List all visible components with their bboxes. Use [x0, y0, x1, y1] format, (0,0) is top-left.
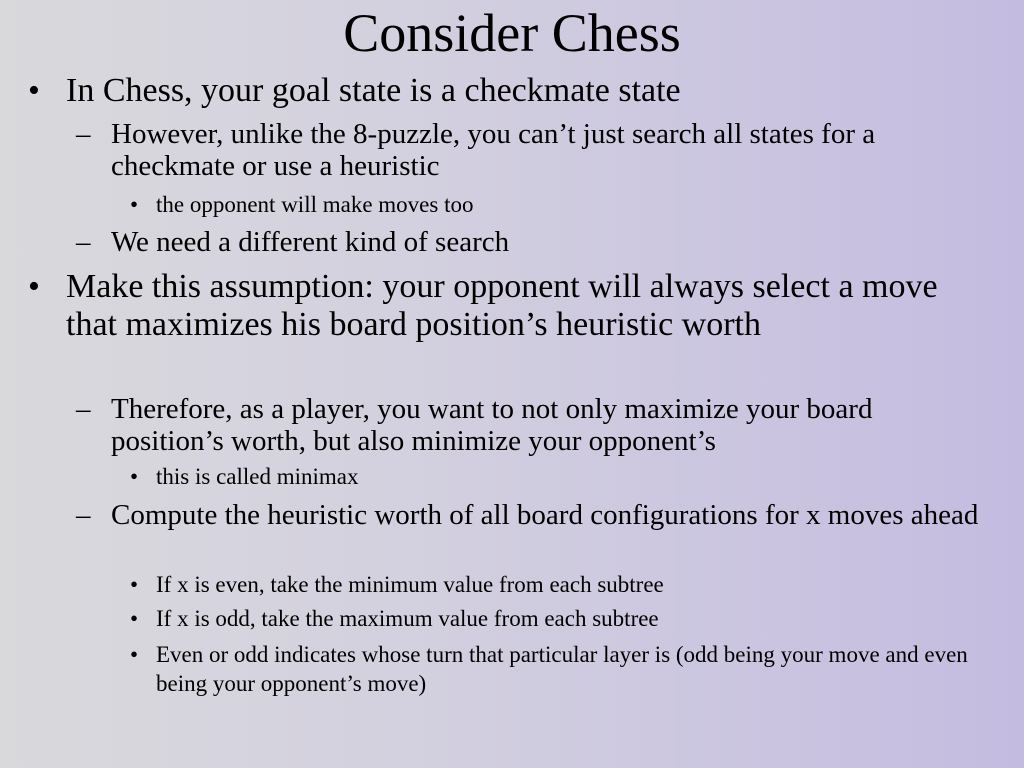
bullet-text: Therefore, as a player, you want to not only maximize your board position’s worth, but also minimize your opponent’s	[111, 393, 873, 457]
bullet-text: Even or odd indicates whose turn that particular layer is (odd being your move and even being your opponent’s move)	[156, 642, 968, 696]
bullet-item-10	[130, 604, 1006, 633]
bullet-marker: •	[130, 606, 139, 631]
bullet-marker: •	[130, 464, 139, 489]
bullet-item-8	[76, 499, 991, 531]
bullet-item-5	[28, 268, 996, 344]
bullet-marker: •	[130, 642, 139, 667]
slide-title: Consider Chess	[343, 3, 681, 63]
bullet-text: If x is even, take the minimum value from each subtree	[156, 572, 664, 597]
bullet-marker: •	[28, 72, 40, 109]
bullet-item-3	[130, 190, 1006, 219]
bullet-item-6	[76, 393, 951, 457]
bullet-item-11	[130, 640, 991, 698]
bullet-text: In Chess, your goal state is a checkmate state	[66, 72, 681, 109]
bullet-text: We need a different kind of search	[111, 226, 510, 258]
bullet-text: However, unlike the 8-puzzle, you can’t just search all states for a checkmate or use a heuristic	[111, 118, 876, 182]
bullet-text: If x is odd, take the maximum value from each subtree	[156, 606, 659, 631]
bullet-item-7	[130, 462, 1006, 491]
bullet-marker: –	[76, 499, 91, 531]
bullet-text: the opponent will make moves too	[156, 192, 474, 217]
bullet-text: Compute the heuristic worth of all board configurations for x moves ahead	[111, 499, 979, 531]
bullet-item-1	[28, 72, 996, 110]
bullet-item-9	[130, 570, 1006, 599]
bullet-item-2	[76, 118, 1006, 182]
bullet-marker: •	[130, 192, 139, 217]
bullet-text: this is called minimax	[156, 464, 359, 489]
bullet-marker: –	[76, 226, 91, 258]
bullet-marker: –	[76, 393, 91, 425]
bullet-marker: –	[76, 118, 91, 150]
bullet-text: Make this assumption: your opponent will always select a move that maximizes his board position’s heuristic worth	[66, 268, 938, 343]
bullet-marker: •	[130, 572, 139, 597]
bullet-marker: •	[28, 268, 40, 305]
bullet-item-4	[76, 226, 1006, 258]
